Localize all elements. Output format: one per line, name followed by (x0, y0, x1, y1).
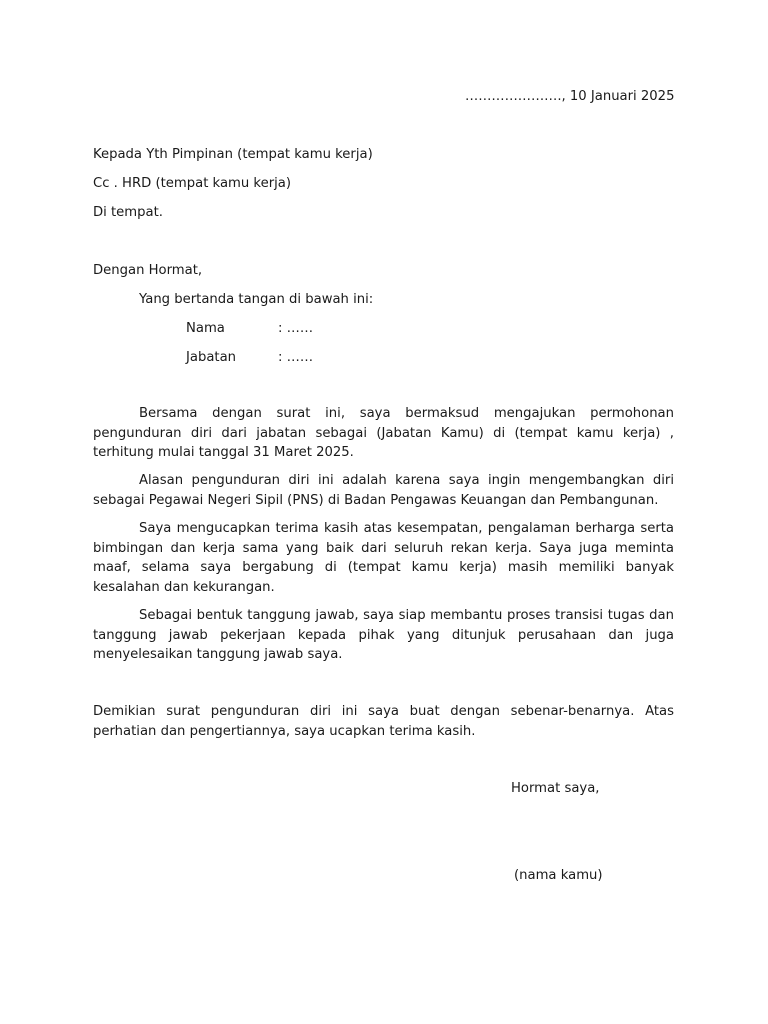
signature-name: (nama kamu) (514, 868, 603, 883)
body-paragraph: Saya mengucapkan terima kasih atas kesempatan, pengalaman berharga serta bimbingan dan kerja sama yang baik dari seluruh rekan kerja. Saya juga meminta maaf, selama saya bergabung di (tempat kamu kerja) masih memiliki banyak kesalahan dan kekurangan. (93, 521, 674, 595)
body-paragraph: Bersama dengan surat ini, saya bermaksud mengajukan permohonan pengunduran diri dari jabatan sebagai (Jabatan Kamu) di (tempat kamu kerja) , terhitung mulai tanggal 31 Maret 2025. (93, 406, 674, 460)
closing-paragraph: Demikian surat pengunduran diri ini saya buat dengan sebenar-benarnya. Atas perhatian dan pengertiannya, saya ucapkan terima kasih. (93, 704, 674, 739)
intro-line: Yang bertanda tangan di bawah ini: (139, 292, 374, 307)
recipient-line: Kepada Yth Pimpinan (tempat kamu kerja) (93, 147, 373, 162)
date-line: …………………., 10 Januari 2025 (465, 89, 675, 104)
field-label-jabatan: Jabatan (186, 350, 237, 365)
field-value-nama: : …… (278, 321, 314, 336)
salutation: Dengan Hormat, (93, 263, 203, 278)
location-line: Di tempat. (93, 205, 163, 220)
sign-off: Hormat saya, (511, 781, 600, 796)
body-paragraph: Alasan pengunduran diri ini adalah karena saya ingin mengembangkan diri sebagai Pegawai Negeri Sipil (PNS) di Badan Pengawas Keuangan dan Pembangunan. (93, 473, 674, 508)
field-value-jabatan: : …… (278, 350, 314, 365)
body-paragraph: Sebagai bentuk tanggung jawab, saya siap membantu proses transisi tugas dan tanggung jawab pekerjaan kepada pihak yang ditunjuk perusahaan dan juga menyelesaikan tanggung jawab saya. (93, 608, 674, 662)
cc-line: Cc . HRD (tempat kamu kerja) (93, 176, 292, 191)
field-label-nama: Nama (186, 321, 225, 336)
